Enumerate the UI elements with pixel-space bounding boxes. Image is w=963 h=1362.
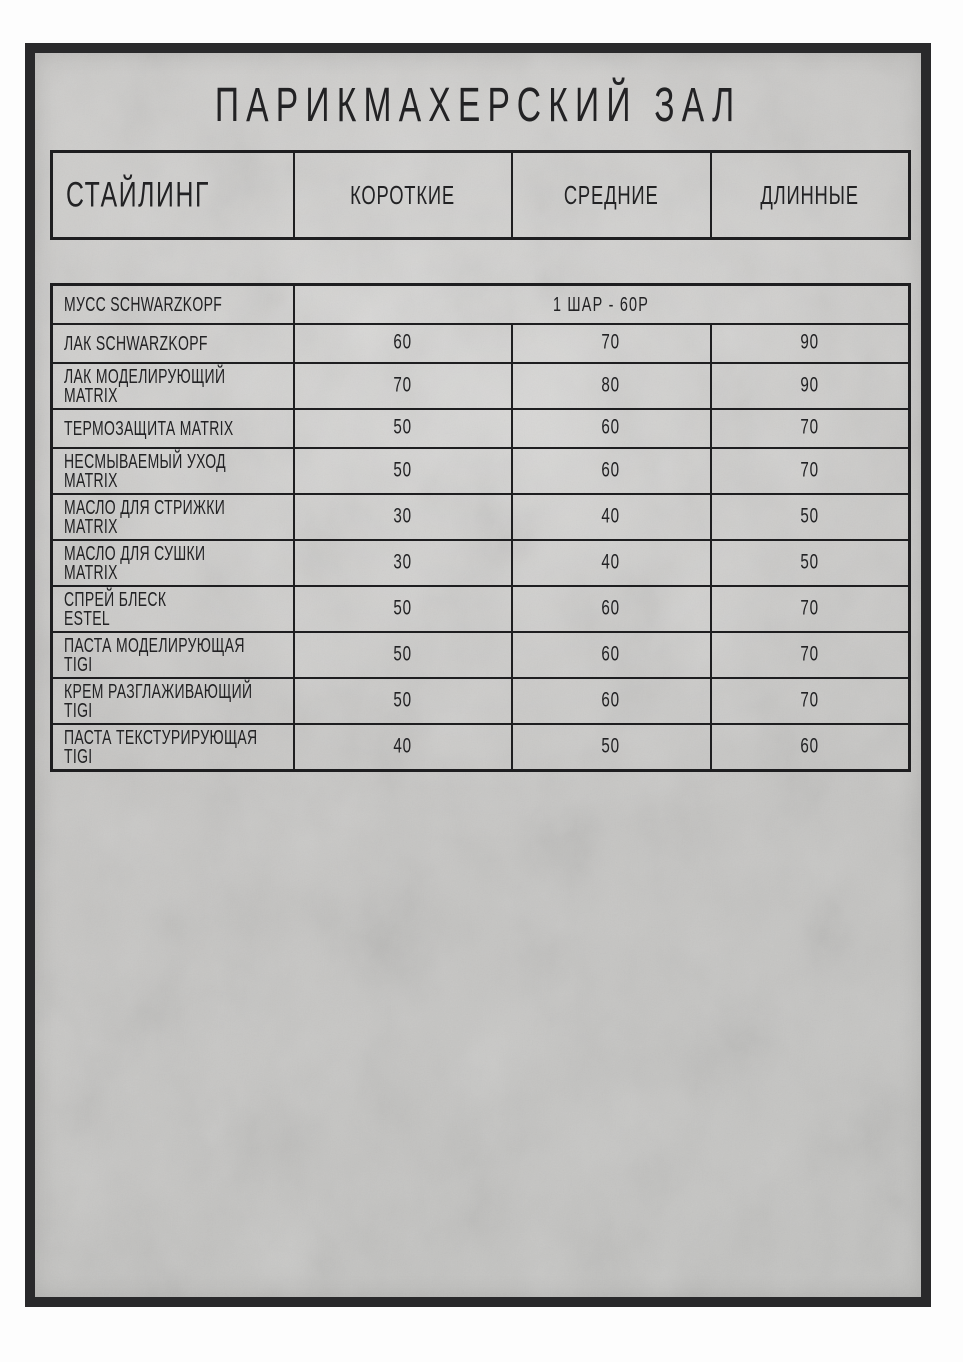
- price-cell-medium: [512, 494, 711, 540]
- price-cell-medium: [512, 363, 711, 409]
- price-cell-medium: [512, 724, 711, 771]
- product-brand: MATRIX: [64, 383, 118, 406]
- column-header-medium: СРЕДНИЕ: [563, 179, 659, 210]
- price-short: 70: [393, 372, 412, 397]
- price-cell-long: [711, 324, 910, 363]
- product-name: ПАСТА ТЕКСТУРИРУЮЩАЯ: [64, 725, 258, 748]
- price-cell-long: [711, 586, 910, 632]
- product-brand: TIGI: [64, 698, 93, 721]
- product-name: КРЕМ РАЗГЛАЖИВАЮЩИЙ: [64, 679, 253, 702]
- table-row: [52, 494, 910, 540]
- product-name-cell: [52, 540, 294, 586]
- price-cell-medium: [512, 540, 711, 586]
- price-cell-short: [294, 540, 512, 586]
- price-table: [50, 283, 911, 772]
- column-header-long: ДЛИННЫЕ: [760, 179, 859, 210]
- price-cell-long: [711, 363, 910, 409]
- price-cell-long: [711, 448, 910, 494]
- product-brand: ESTEL: [64, 606, 110, 629]
- column-header-cell-medium: [512, 152, 711, 239]
- price-medium: 60: [601, 595, 621, 620]
- price-medium: 80: [601, 372, 621, 397]
- table-row: [52, 678, 910, 724]
- column-header-short: КОРОТКИЕ: [350, 179, 455, 210]
- merged-price-cell: [294, 285, 910, 324]
- header-row: [52, 152, 910, 239]
- product-name-cell: [52, 494, 294, 540]
- product-name-cell: [52, 285, 294, 324]
- table-row: [52, 724, 910, 771]
- column-header-cell-long: [711, 152, 910, 239]
- price-short: 50: [393, 457, 412, 482]
- price-long: 50: [800, 549, 820, 574]
- product-brand: MATRIX: [64, 560, 118, 583]
- price-cell-short: [294, 632, 512, 678]
- product-name-cell: [52, 632, 294, 678]
- poster-title: [35, 77, 921, 132]
- table-row: [52, 285, 910, 324]
- table-row: [52, 448, 910, 494]
- product-name-cell: [52, 363, 294, 409]
- header-table: [50, 150, 911, 240]
- product-brand: MATRIX: [64, 468, 118, 491]
- table-row: [52, 632, 910, 678]
- category-header-cell: [52, 152, 294, 239]
- product-name-cell: [52, 409, 294, 448]
- price-cell-medium: [512, 448, 711, 494]
- price-cell-short: [294, 678, 512, 724]
- price-cell-long: [711, 494, 910, 540]
- product-brand: TIGI: [64, 652, 93, 675]
- price-medium: 60: [601, 415, 621, 440]
- price-cell-long: [711, 678, 910, 724]
- merged-price: 1 ШАР - 60Р: [553, 292, 650, 316]
- price-cell-long: [711, 409, 910, 448]
- price-short: 60: [393, 330, 412, 355]
- price-medium: 40: [601, 549, 621, 574]
- poster-title-text: ПАРИКМАХЕРСКИЙ ЗАЛ: [214, 77, 742, 132]
- price-long: 70: [800, 415, 820, 440]
- product-name: ТЕРМОЗАЩИТА MATRIX: [64, 416, 234, 439]
- category-header-label: СТАЙЛИНГ: [66, 174, 211, 215]
- price-cell-short: [294, 586, 512, 632]
- price-medium: 50: [601, 733, 621, 758]
- price-cell-short: [294, 324, 512, 363]
- price-cell-short: [294, 409, 512, 448]
- table-row: [52, 409, 910, 448]
- table-row: [52, 586, 910, 632]
- price-short: 50: [393, 595, 412, 620]
- price-long: 50: [800, 503, 820, 528]
- price-cell-long: [711, 724, 910, 771]
- product-name-cell: [52, 678, 294, 724]
- product-name-cell: [52, 586, 294, 632]
- product-name-cell: [52, 448, 294, 494]
- price-cell-long: [711, 632, 910, 678]
- product-name: ПАСТА МОДЕЛИРУЮЩАЯ: [64, 633, 245, 656]
- price-long: 70: [800, 595, 820, 620]
- price-medium: 40: [601, 503, 621, 528]
- product-brand: MATRIX: [64, 514, 118, 537]
- column-header-cell-short: [294, 152, 512, 239]
- price-medium: 70: [601, 330, 621, 355]
- product-name: МУСС SCHWARZKOPF: [64, 292, 223, 316]
- price-short: 40: [393, 733, 412, 758]
- price-long: 70: [800, 641, 820, 666]
- price-long: 90: [800, 330, 820, 355]
- table-row: [52, 540, 910, 586]
- product-name: ЛАК МОДЕЛИРУЮЩИЙ: [64, 364, 226, 387]
- product-name: НЕСМЫВАЕМЫЙ УХОД: [64, 449, 226, 472]
- product-name: МАСЛО ДЛЯ СТРИЖКИ: [64, 495, 226, 518]
- price-medium: 60: [601, 687, 621, 712]
- price-cell-short: [294, 724, 512, 771]
- price-long: 70: [800, 457, 820, 482]
- price-cell-medium: [512, 324, 711, 363]
- table-row: [52, 363, 910, 409]
- price-long: 70: [800, 687, 820, 712]
- product-brand: TIGI: [64, 744, 93, 767]
- product-name: ЛАК SCHWARZKOPF: [64, 331, 208, 354]
- product-name-cell: [52, 724, 294, 771]
- price-short: 50: [393, 415, 412, 440]
- price-short: 50: [393, 687, 412, 712]
- price-medium: 60: [601, 457, 621, 482]
- price-cell-medium: [512, 409, 711, 448]
- price-medium: 60: [601, 641, 621, 666]
- price-cell-medium: [512, 632, 711, 678]
- product-name-cell: [52, 324, 294, 363]
- price-long: 60: [800, 733, 820, 758]
- price-cell-long: [711, 540, 910, 586]
- price-cell-medium: [512, 678, 711, 724]
- price-cell-short: [294, 363, 512, 409]
- product-name: МАСЛО ДЛЯ СУШКИ: [64, 541, 206, 564]
- price-short: 30: [393, 503, 412, 528]
- product-name: СПРЕЙ БЛЕСК: [64, 587, 167, 610]
- price-short: 30: [393, 549, 412, 574]
- price-long: 90: [800, 372, 820, 397]
- price-cell-short: [294, 448, 512, 494]
- price-short: 50: [393, 641, 412, 666]
- price-cell-medium: [512, 586, 711, 632]
- price-table-body: [52, 285, 910, 771]
- price-list-poster: [25, 43, 931, 1307]
- table-row: [52, 324, 910, 363]
- price-cell-short: [294, 494, 512, 540]
